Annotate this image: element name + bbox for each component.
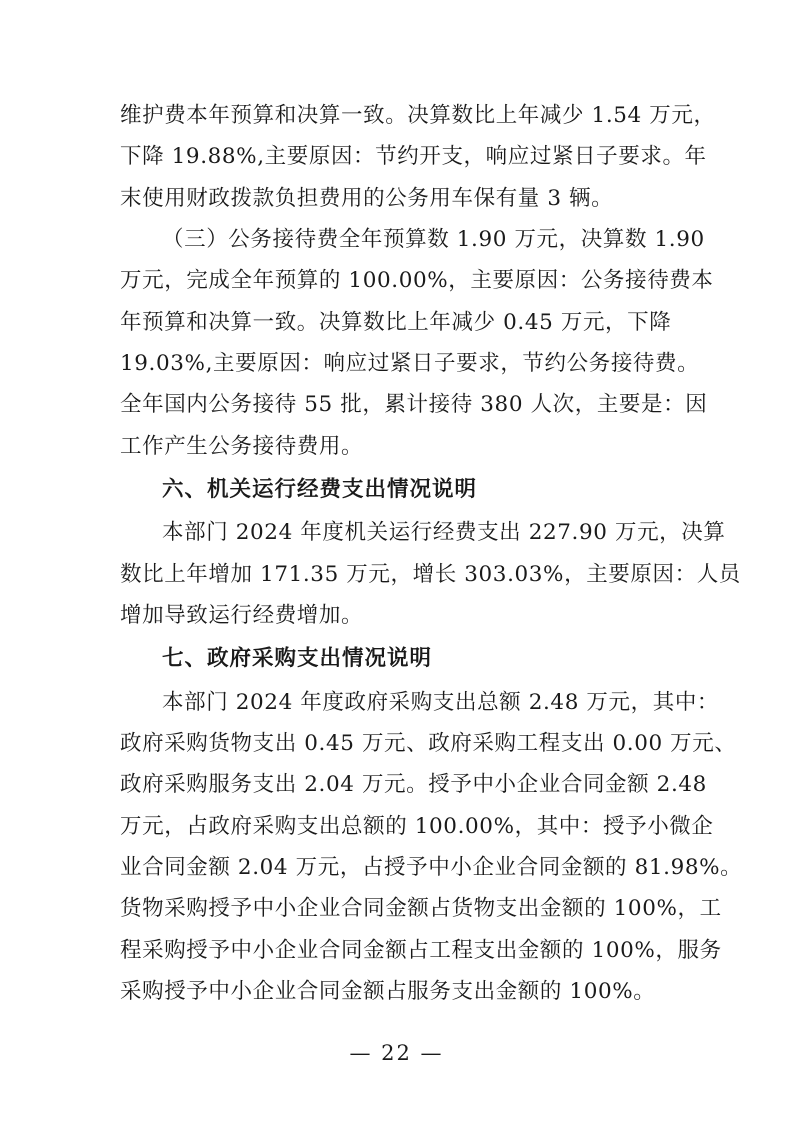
text-line: 下降 19.88%,主要原因：节约开支，响应过紧日子要求。年 bbox=[120, 144, 707, 169]
text-line: 政府采购货物支出 0.45 万元、政府采购工程支出 0.00 万元、 bbox=[120, 731, 737, 756]
text-line: 万元，完成全年预算的 100.00%，主要原因：公务接待费本 bbox=[120, 268, 714, 293]
paragraph-government-procurement: 本部门 2024 年度政府采购支出总额 2.48 万元，其中： bbox=[162, 690, 720, 715]
section-heading-government-procurement: 七、政府采购支出情况说明 bbox=[162, 646, 433, 671]
text-line: 末使用财政拨款负担费用的公务用车保有量 3 辆。 bbox=[120, 186, 614, 211]
text-line: 业合同金额 2.04 万元，占授予中小企业合同金额的 81.98%。 bbox=[120, 855, 743, 880]
text-line: 维护费本年预算和决算一致。决算数比上年减少 1.54 万元， bbox=[120, 103, 716, 128]
section-heading-operating-expenses: 六、机关运行经费支出情况说明 bbox=[162, 477, 478, 502]
text-line: 工作产生公务接待费用。 bbox=[120, 434, 364, 459]
text-line: 全年国内公务接待 55 批，累计接待 380 人次，主要是：因 bbox=[120, 392, 708, 417]
text-line: 万元，占政府采购支出总额的 100.00%，其中：授予小微企 bbox=[120, 814, 714, 839]
text-line: 19.03%,主要原因：响应过紧日子要求，节约公务接待费。 bbox=[120, 351, 700, 376]
paragraph-official-reception: （三）公务接待费全年预算数 1.90 万元，决算数 1.90 bbox=[162, 227, 705, 252]
text-line: 程采购授予中小企业合同金额占工程支出金额的 100%，服务 bbox=[120, 938, 722, 963]
text-line: 增加导致运行经费增加。 bbox=[120, 603, 364, 628]
text-line: 采购授予中小企业合同金额占服务支出金额的 100%。 bbox=[120, 979, 656, 1004]
paragraph-operating-expenses: 本部门 2024 年度机关运行经费支出 227.90 万元，决算 bbox=[162, 520, 726, 545]
text-line: 政府采购服务支出 2.04 万元。授予中小企业合同金额 2.48 bbox=[120, 772, 707, 797]
text-line: 数比上年增加 171.35 万元，增长 303.03%，主要原因：人员 bbox=[120, 562, 741, 587]
text-line: 年预算和决算一致。决算数比上年减少 0.45 万元，下降 bbox=[120, 310, 672, 335]
text-line: 货物采购授予中小企业合同金额占货物支出金额的 100%，工 bbox=[120, 896, 722, 921]
page-number: — 22 — bbox=[349, 1041, 444, 1065]
